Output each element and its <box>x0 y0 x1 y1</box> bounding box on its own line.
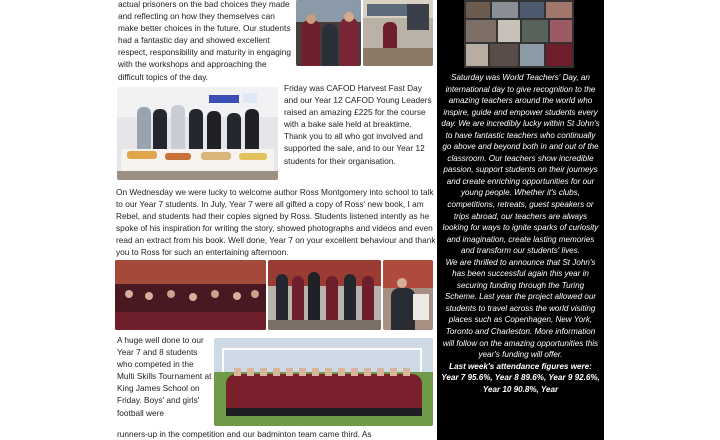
prison-workshop-text: actual prisoners on the bad choices they made and reflecting on how they themselves can make better choices in the future. Our students had a fantastic day and showed excellent respect, responsibility and maturity in engaging with the workshops and approaching the difficult topics of the day. <box>118 0 291 82</box>
football-team-photo <box>214 338 433 426</box>
teachers-collage <box>464 0 574 68</box>
attendance-text: Last week's attendance figures were: Year 7 95.6%, Year 8 89.6%, Year 9 92.6%, Year 10 90.8%, Year <box>441 361 600 394</box>
teachers-day-text: Saturday was World Teachers' Day, an international day to give recognition to the amazing teachers around the world who inspire, guide and empower students every day. We are incredibly lucky within St John's to have fantastic teachers who continually go above and beyond both in and out of the classroom. Our teachers show incredible passion, support students on their journeys and create enriching opportunities for our young people. Whether it's clubs, competitions, retreats, guest speakers or trips abroad, our teachers are always looking for ways to ignite sparks of curiosity and imagination, create lasting memories and transform our students' lives. <box>441 73 600 256</box>
author-photo-3 <box>383 260 433 330</box>
sidebar-text <box>440 72 601 395</box>
author-visit-text: On Wednesday we were lucky to welcome author Ross Montgomery into school to talk to our Year 7 students. In July, Year 7 were all gifted a copy of Ross' new book, I am Rebel, and students had their copies signed by Ross. Students listened intently as he spoke of his inspiration for writing the story, showed photographs and videos and even read an extract from his book. Well done, Year 7 on your excellent behaviour and thank you to Ross for such an entertaining afternoon. <box>116 187 436 258</box>
cafod-text: Friday was CAFOD Harvest Fast Day and our Year 12 CAFOD Young Leaders raised an amazing £225 for the course with a bake sale held at breaktime. Thank you to all who got involved and supported the sale, and to our Year 12 students for their organisation. <box>284 83 432 166</box>
sports-text: A huge well done to our Year 7 and 8 students who competed in the Multi Skills Tournament at King James School on Friday. Boys' and girls' football were <box>117 335 212 418</box>
bake-sale-photo <box>117 87 278 180</box>
sports-text-continued: runners-up in the competition and our badminton team came third. As <box>117 429 372 439</box>
author-photo-2 <box>268 260 381 330</box>
author-photo-1 <box>115 260 266 330</box>
workshop-photo-1 <box>296 0 361 66</box>
workshop-photo-2 <box>363 0 433 66</box>
turing-scheme-text: We are thrilled to announce that St John's has been successful again this year in securing funding through the Turing Scheme. Last year the project allowed our students to travel across the world visiting places such as Copenhagen, New York, Toronto and Charleston. More information will follow on the amazing opportunities this year's funding will offer. <box>442 257 599 360</box>
